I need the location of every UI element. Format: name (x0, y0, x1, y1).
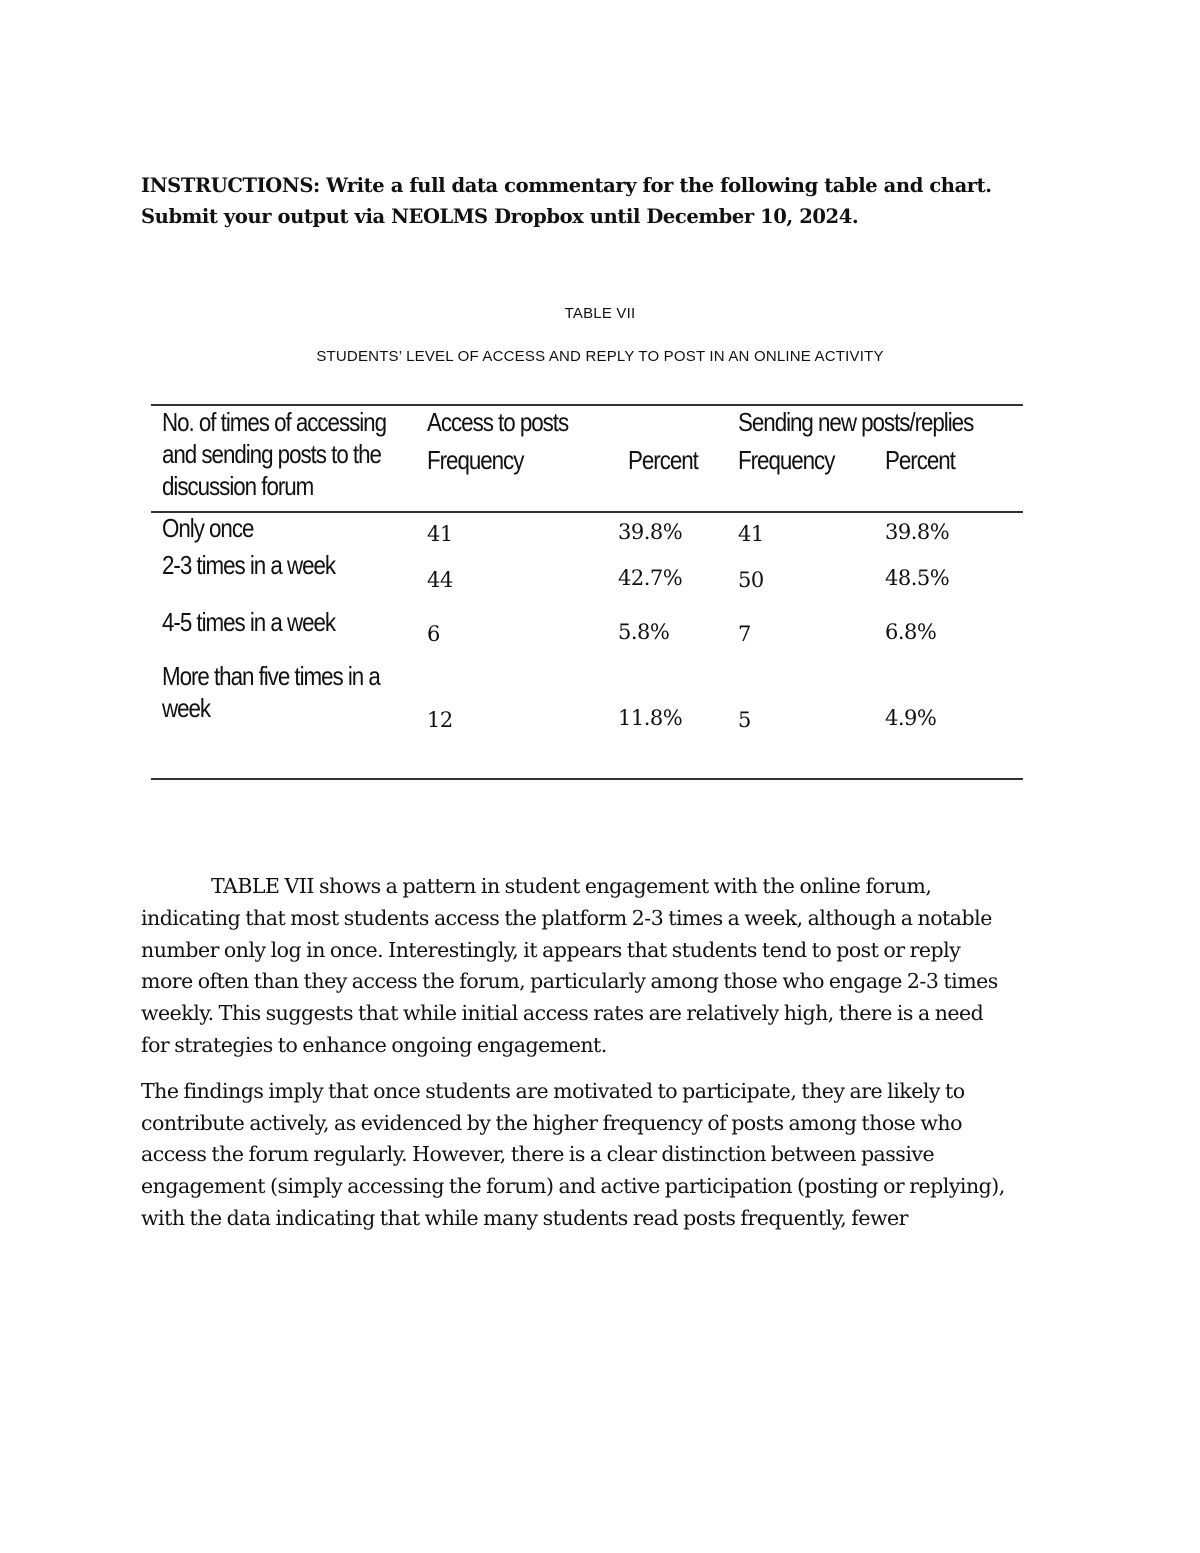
table-caption: STUDENTS’ LEVEL OF ACCESS AND REPLY TO POST IN AN ONLINE ACTIVITY (316, 348, 884, 365)
header-sending-frequency: Frequency (738, 445, 835, 475)
access-percent-cell: 5.8% (618, 620, 670, 644)
text-line: The findings imply that once students are motivated to participate, they are likely to (141, 1078, 965, 1103)
sending-frequency-cell: 41 (738, 522, 764, 546)
text-line: indicating that most students access the platform 2-3 times a week, although a notable (141, 905, 992, 930)
row-label-continued: week (162, 693, 211, 723)
instructions (141, 170, 1061, 232)
text-line: with the data indicating that while many students read posts frequently, fewer (141, 1205, 908, 1230)
row-label: 4-5 times in a week (162, 607, 336, 637)
text-line: more often than they access the forum, particularly among those who engage 2-3 times (141, 969, 998, 994)
sending-percent-cell: 39.8% (885, 520, 950, 544)
instructions-line-1: INSTRUCTIONS: Write a full data commentary for the following table and chart. (141, 174, 992, 197)
text-line: for strategies to enhance ongoing engagement. (141, 1032, 607, 1057)
table-label: TABLE VII (564, 305, 636, 322)
header-col1-line3: discussion forum (162, 471, 314, 501)
commentary-paragraph-1 (141, 871, 1081, 1062)
text-line: weekly. This suggests that while initial access rates are relatively high, there is a need (141, 1001, 984, 1026)
text-line: access the forum regularly. However, there is a clear distinction between passive (141, 1142, 935, 1167)
header-access-frequency: Frequency (427, 445, 524, 475)
header-sending-percent: Percent (885, 445, 955, 475)
access-percent-cell: 39.8% (618, 520, 683, 544)
access-frequency-cell: 12 (427, 708, 453, 732)
access-frequency-cell: 41 (427, 522, 453, 546)
sending-percent-cell: 6.8% (885, 620, 937, 644)
sending-percent-cell: 4.9% (885, 706, 937, 730)
access-frequency-cell: 6 (427, 622, 440, 646)
data-table (151, 404, 1023, 780)
text-line: engagement (simply accessing the forum) and active participation (posting or replying), (141, 1174, 1005, 1199)
row-label: 2-3 times in a week (162, 550, 336, 580)
header-group-access: Access to posts (427, 407, 569, 437)
sending-frequency-cell: 7 (738, 622, 751, 646)
sending-percent-cell: 48.5% (885, 566, 950, 590)
access-percent-cell: 42.7% (618, 566, 683, 590)
commentary (141, 871, 1081, 1235)
header-access-percent: Percent (628, 445, 698, 475)
commentary-paragraph-2 (141, 1076, 1081, 1235)
sending-frequency-cell: 50 (738, 568, 764, 592)
header-col1-line2: and sending posts to the (162, 439, 381, 469)
text-line: TABLE VII shows a pattern in student engagement with the online forum, (211, 874, 932, 898)
text-line: number only log in once. Interestingly, it appears that students tend to post or reply (141, 937, 961, 962)
row-label: Only once (162, 513, 254, 543)
header-rule (151, 511, 1023, 513)
header-group-sending: Sending new posts/replies (738, 407, 974, 437)
row-label: More than five times in a (162, 661, 380, 691)
header-col1-line1: No. of times of accessing (162, 407, 387, 437)
text-line: contribute actively, as evidenced by the higher frequency of posts among those who (141, 1110, 962, 1135)
access-percent-cell: 11.8% (618, 706, 683, 730)
instructions-line-2: Submit your output via NEOLMS Dropbox until December 10, 2024. (141, 205, 859, 228)
sending-frequency-cell: 5 (738, 708, 751, 732)
access-frequency-cell: 44 (427, 568, 453, 592)
